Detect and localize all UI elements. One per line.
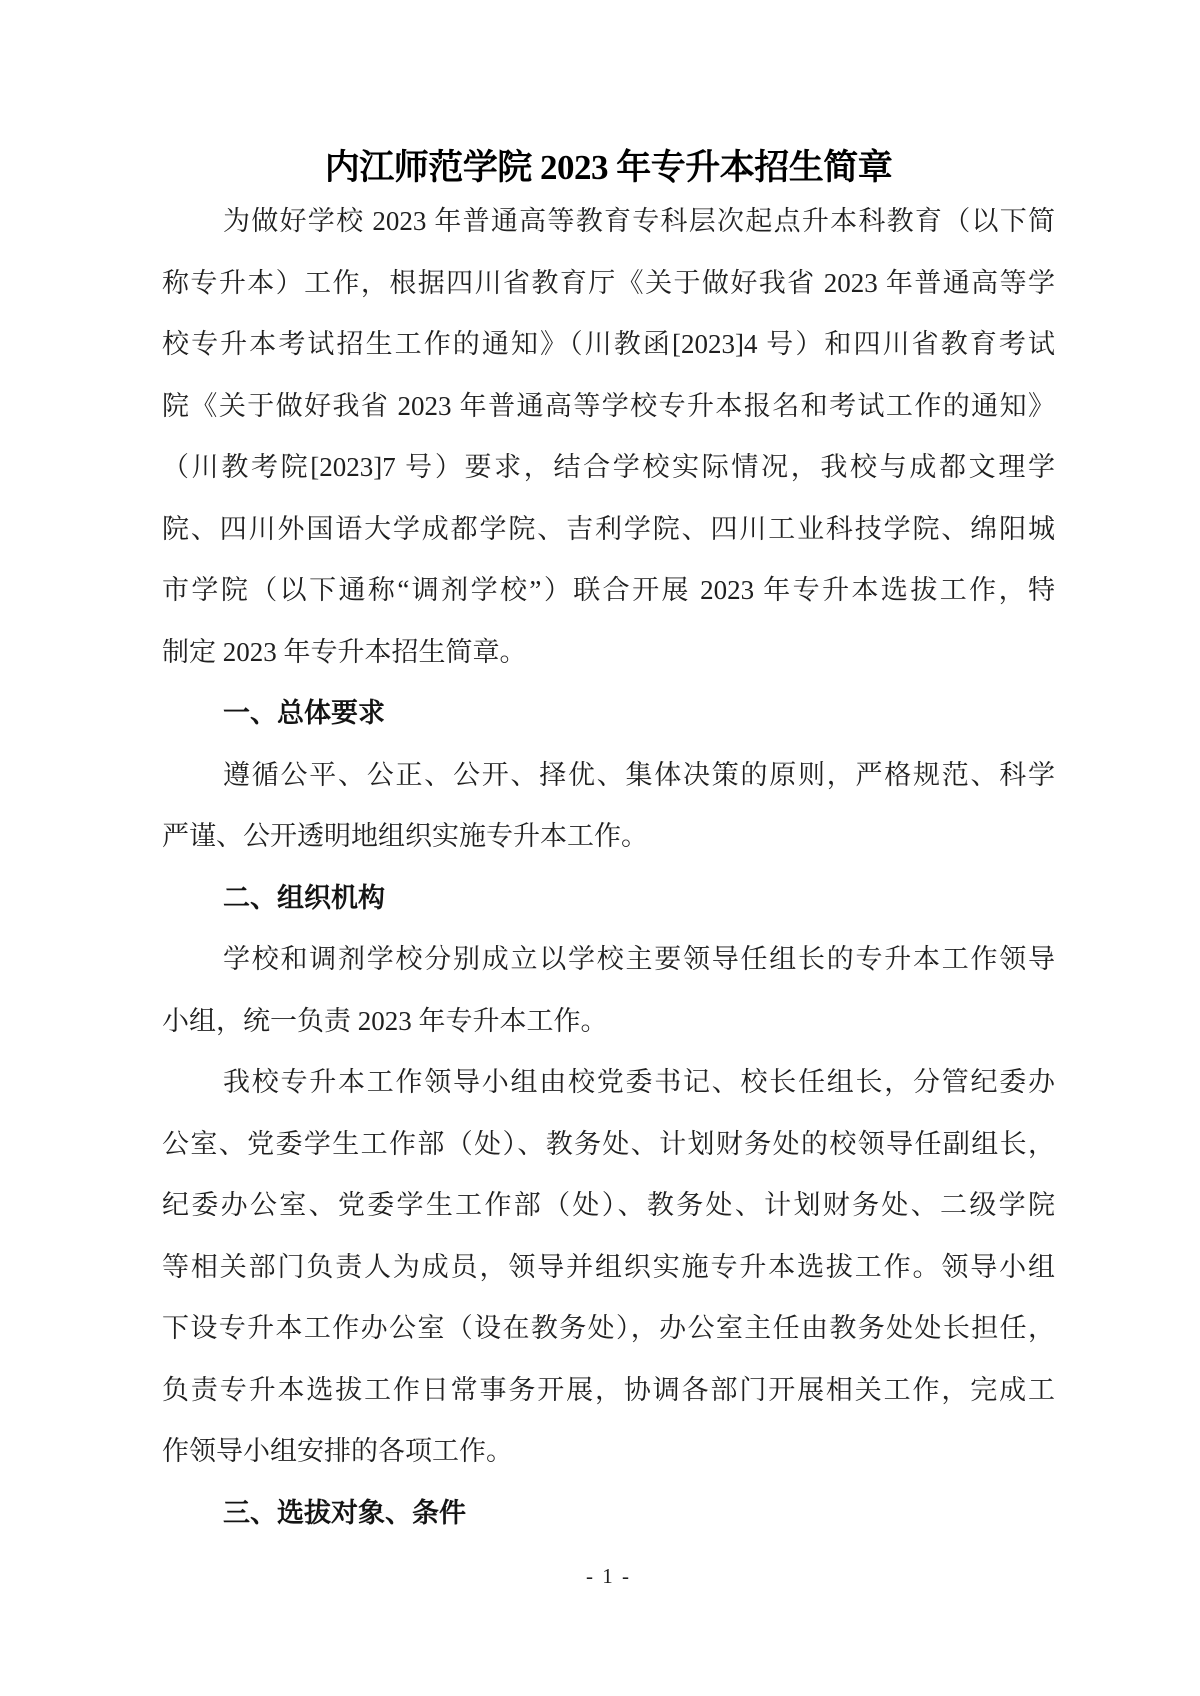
section-heading: 三、选拔对象、条件: [223, 1497, 466, 1528]
body-line: 下设专升本工作办公室（设在教务处），办公室主任由教务处处长担任，: [162, 1313, 1055, 1343]
body-line: 公室、党委学生工作部（处）、教务处、计划财务处的校领导任副组长，: [162, 1128, 1055, 1159]
document-content: [162, 133, 1055, 1544]
body-line: 严谨、公开透明地组织实施专升本工作。: [162, 821, 648, 851]
document-title: 内江师范学院 2023 年专升本招生简章: [324, 148, 893, 187]
body-line: 负责专升本选拔工作日常事务开展，协调各部门开展相关工作，完成工: [162, 1374, 1055, 1405]
body-line: 我校专升本工作领导小组由校党委书记、校长任组长，分管纪委办: [223, 1067, 1055, 1097]
body-line: 纪委办公室、党委学生工作部（处）、教务处、计划财务处、二级学院: [162, 1190, 1055, 1220]
body-line: 制定 2023 年专升本招生简章。: [162, 636, 527, 667]
page-number: - 1 -: [586, 1564, 631, 1588]
body-line: 作领导小组安排的各项工作。: [162, 1436, 513, 1466]
section-heading: 二、组织机构: [223, 882, 385, 913]
body-line: 市学院（以下通称“调剂学校”）联合开展 2023 年专升本选拔工作，特: [162, 575, 1055, 605]
section-heading: 一、总体要求: [223, 698, 385, 728]
body-line: 为做好学校 2023 年普通高等教育专科层次起点升本科教育（以下简: [223, 206, 1055, 236]
body-line: 院《关于做好我省 2023 年普通高等学校专升本报名和考试工作的通知》: [162, 390, 1055, 421]
body-line: 学校和调剂学校分别成立以学校主要领导任组长的专升本工作领导: [223, 944, 1055, 974]
document-body: [162, 191, 1055, 1544]
body-line: 遵循公平、公正、公开、择优、集体决策的原则，严格规范、科学: [223, 759, 1055, 790]
body-line: （川教考院[2023]7 号）要求，结合学校实际情况，我校与成都文理学: [162, 452, 1055, 482]
body-line: 院、四川外国语大学成都学院、吉利学院、四川工业科技学院、绵阳城: [162, 513, 1055, 544]
body-line: 小组，统一负责 2023 年专升本工作。: [162, 1005, 608, 1036]
body-line: 校专升本考试招生工作的通知》（川教函[2023]4 号）和四川省教育考试: [162, 329, 1055, 359]
body-line: 等相关部门负责人为成员，领导并组织实施专升本选拔工作。领导小组: [162, 1251, 1055, 1282]
body-line: 称专升本）工作，根据四川省教育厅《关于做好我省 2023 年普通高等学: [162, 267, 1055, 298]
